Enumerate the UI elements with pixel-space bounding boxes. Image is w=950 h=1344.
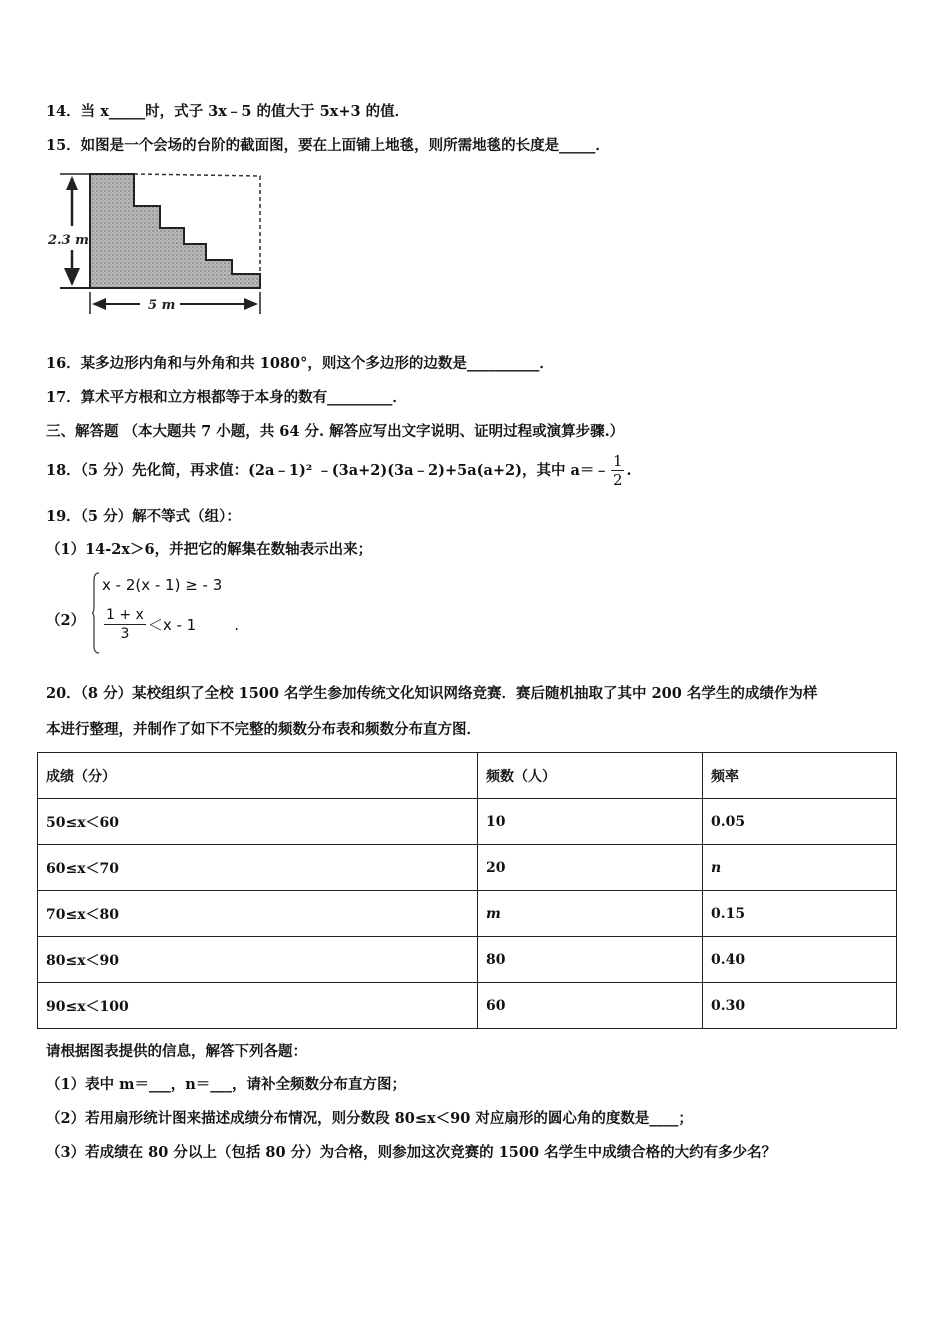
- question-18-fraction: [611, 452, 625, 489]
- table-cell: 0.05: [703, 799, 897, 845]
- question-18-text: 18．（5 分）先化简，再求值：(2a﹣1)² ﹣(3a+2)(3a﹣2)+5a(a+2)，其中 a＝﹣: [46, 461, 609, 479]
- fraction-numerator: 1: [612, 452, 623, 470]
- question-19-part2-label: （2）: [46, 612, 86, 629]
- table-row: [38, 799, 897, 845]
- fraction-denominator: 2: [612, 471, 623, 489]
- table-row: [38, 937, 897, 983]
- frequency-table: [37, 752, 897, 1029]
- height-label: 2.3 m: [48, 233, 89, 248]
- table-cell: 80: [478, 937, 703, 983]
- stair-figure: [44, 166, 274, 318]
- inequality-2-denominator: 3: [120, 626, 130, 642]
- table-cell: 70≤x＜80: [38, 891, 478, 937]
- question-20-line1: 20．（8 分）某校组织了全校 1500 名学生参加传统文化知识网络竞赛．赛后随机抽取了其中 200 名学生的成绩作为样: [46, 685, 818, 702]
- question-20-sub2: （2）若用扇形统计图来描述成绩分布情况，则分数段 80≤x＜90 对应扇形的圆心角的度数是____；: [46, 1110, 693, 1127]
- table-cell: 0.30: [703, 983, 897, 1029]
- stair-diagram: [44, 166, 274, 318]
- table-cell: 0.40: [703, 937, 897, 983]
- table-cell: 50≤x＜60: [38, 799, 478, 845]
- left-brace: [92, 572, 100, 654]
- inequality-2-fraction: [104, 606, 146, 643]
- section-three-heading: 三、解答题 （本大题共 7 小题，共 64 分. 解答应写出文字说明、证明过程或演算步骤.）: [46, 423, 625, 440]
- question-19-title: 19．（5 分）解不等式（组）：: [46, 508, 241, 525]
- header-rate: 频率: [703, 753, 897, 799]
- inequality-2-numerator: 1 + x: [106, 607, 144, 623]
- inequality-end-dot: .: [234, 615, 239, 634]
- table-header-row: [38, 753, 897, 799]
- header-frequency: 频数（人）: [478, 753, 703, 799]
- question-20-prompt: 请根据图表提供的信息，解答下列各题：: [46, 1043, 307, 1060]
- table-cell: 60: [478, 983, 703, 1029]
- table-cell: 0.15: [703, 891, 897, 937]
- table-cell: 60≤x＜70: [38, 845, 478, 891]
- inequality-1: x - 2(x - 1) ≥ - 3: [102, 576, 223, 594]
- table-cell: 90≤x＜100: [38, 983, 478, 1029]
- inequality-system: [92, 572, 252, 654]
- table-cell: 20: [478, 845, 703, 891]
- table-row: [38, 845, 897, 891]
- question-18: [46, 452, 632, 489]
- header-score: 成绩（分）: [38, 753, 478, 799]
- table-cell: m: [478, 891, 703, 937]
- table-row: [38, 891, 897, 937]
- table-cell: 80≤x＜90: [38, 937, 478, 983]
- question-19-part1: （1）14-2x＞6，并把它的解集在数轴表示出来；: [46, 541, 373, 558]
- question-16: 16．某多边形内角和与外角和共 1080°，则这个多边形的边数是__________．: [46, 355, 554, 372]
- question-17: 17．算术平方根和立方根都等于本身的数有_________．: [46, 389, 407, 406]
- question-20-sub1: （1）表中 m＝___，n＝___，请补全频数分布直方图；: [46, 1076, 407, 1093]
- inequality-2-rest: ＜x - 1: [147, 616, 197, 634]
- table-cell: n: [703, 845, 897, 891]
- inequality-2: [102, 606, 239, 643]
- stair-shape: [90, 174, 260, 288]
- question-20-sub3: （3）若成绩在 80 分以上（包括 80 分）为合格，则参加这次竞赛的 1500 名学生中成绩合格的大约有多少名？: [46, 1144, 777, 1161]
- question-14: 14．当 x_____时，式子 3x﹣5 的值大于 5x+3 的值．: [46, 103, 410, 120]
- question-18-end: .: [626, 461, 632, 479]
- table-row: [38, 983, 897, 1029]
- table-cell: 10: [478, 799, 703, 845]
- width-label: 5 m: [148, 298, 176, 313]
- question-20-line2: 本进行整理，并制作了如下不完整的频数分布表和频数分布直方图．: [46, 721, 481, 738]
- question-15: 15．如图是一个会场的台阶的截面图，要在上面铺上地毯，则所需地毯的长度是_____．: [46, 137, 610, 154]
